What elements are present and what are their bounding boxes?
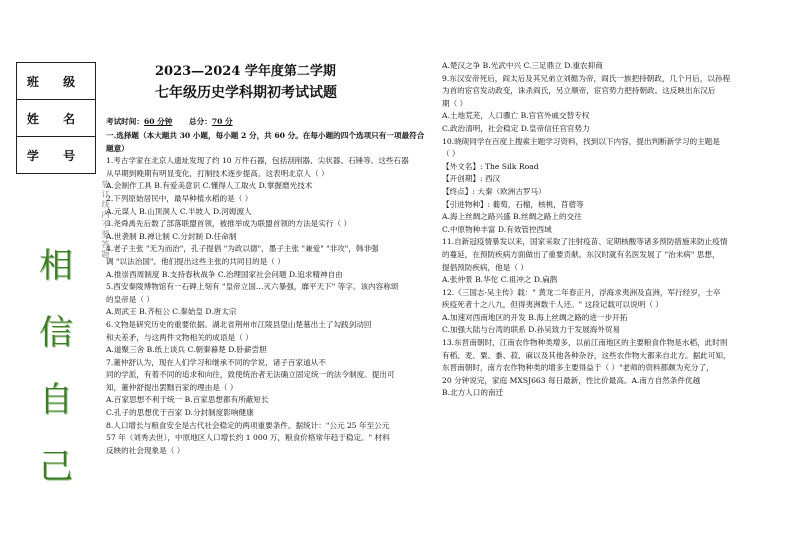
motto-char-3: 自 bbox=[39, 380, 73, 420]
right-question-column bbox=[442, 60, 782, 400]
question-text-line: 8.人口增长与粮食安全是古代社会稳定的两项重要条件。据统计："公元 25 年至公元 bbox=[106, 420, 390, 430]
question-text-line: 知，董仲舒提出罢黜百家的理由是（ ） bbox=[106, 382, 238, 392]
score-value: 70 分 bbox=[211, 117, 233, 126]
left-question-column bbox=[106, 130, 428, 457]
question-text-line: 4.老子主张 "无为而治"，孔子提倡 "为政以德"，墨子主张 "兼爱" "非攻"，韩非强 bbox=[106, 244, 379, 254]
question-text-line: 有稻、麦、粟、黍、菽、麻以及其他各种杂谷，这些农作物大都来自北方。据此可知， bbox=[442, 350, 731, 360]
question-text-line: 提倡预防疾病，他是（ ） bbox=[442, 262, 528, 272]
question-text-line: A.道聚三舍 B.纸上谈兵 C.朝秦暮楚 D.卧薪尝胆 bbox=[106, 345, 267, 355]
question-text-line: 调 "以法治国"。他们提出这些主张的共同目的是（ ） bbox=[106, 256, 285, 266]
question-text-line: C.中原物种丰富 D.有效管控西域 bbox=[442, 224, 552, 234]
exam-meta bbox=[106, 116, 247, 127]
question-text-line: 和夫差矛，与这两件文物相关的成语是（ ） bbox=[106, 332, 253, 342]
question-text-line: 疾疫死者十之八九，但得夷洲数千人还。" 这段记载可以说明（ ） bbox=[442, 300, 663, 310]
time-label: 考试时间： bbox=[106, 117, 144, 126]
question-text-line: 9.东汉安帝死后，阎太后及其兄弟立刘懿为帝，阎氏一族把持朝政，几个月后，以孙程 bbox=[442, 73, 731, 83]
question-text-line: C.孔子的思想优于百家 D.分封制度影响健康 bbox=[106, 408, 254, 418]
question-text-line: 【开创期】: 西汉 bbox=[442, 174, 501, 184]
exam-year-title: 2023—2024 学年度第二学期 bbox=[155, 64, 336, 79]
question-text-line: 13.东晋南朝时，江南农作物种类增多，以前江南地区的主要粮食作物是水稻，此时则 bbox=[442, 338, 728, 348]
question-text-line: 同的学派，有着不同的追求和向往，致使统治者无法确立固定统一的法令制度。提出可 bbox=[106, 370, 395, 380]
question-text-line: 57 年（刘秀去世），中原地区人口增长约 1 000 万，粮食价格常年趋于稳定。" 材料 bbox=[106, 433, 390, 443]
question-text-line: 5.西安秦陵博物馆有一石碑上刻有 "皇帝立国…灭六暴强，靡平天下" 等字。该内容称颂 bbox=[106, 282, 399, 292]
question-text-line: 为首的宦官发动政变，诛杀阎氏，另立顺帝，宦官势力把持朝政。这反映出东汉后 bbox=[442, 86, 716, 96]
question-text-line: 【引进物种】: 葡萄，石榴，核桃，苜蓿等 bbox=[442, 199, 584, 209]
question-text-line: 从早期到晚期有明显变化，打制技术逐步提高。这表明北京人（ ） bbox=[106, 168, 329, 178]
question-text-line: 6.文物是研究历史的重要依据。湖北省荆州市江陵县望山楚墓出土了勾践剑动回 bbox=[106, 319, 372, 329]
question-text-line: C.加强大陆与台湾的联系 D.孙吴致力于发展海外贸易 bbox=[442, 325, 621, 335]
question-text-line: A.张仲景 B.华佗 C.祖冲之 D.扁鹊 bbox=[442, 275, 558, 285]
question-text-line: 2.下列原始居民中，最早种植水稻的是（ ） bbox=[106, 193, 253, 203]
motto-char-2: 信 bbox=[39, 313, 73, 353]
question-text-line: （ ） bbox=[442, 149, 460, 159]
motto-char-1: 相 bbox=[39, 246, 73, 286]
question-text-line: A.元谋人 B.山顶洞人 C.半坡人 D.河姆渡人 bbox=[106, 206, 252, 216]
question-text-line: 12.《三国志·吴主传》载：" 黄龙二年春正月，浮海求夷洲及直洲，军行经岁，士卒 bbox=[442, 287, 721, 297]
question-text-line: 20 分钟说完，家庭 MXSJ663 每日最新，性比价最高。A.南方自然条件优越 bbox=[442, 375, 701, 385]
student-info-table bbox=[16, 62, 96, 174]
question-text-line: 10.晓砚同学在百度上搜索主题学习资料，找到以下内容，提出判断新学习的主题是 bbox=[442, 136, 720, 146]
time-value: 60 分钟 bbox=[143, 117, 173, 126]
question-text-line: B.北方人口的南迁 bbox=[442, 388, 504, 398]
score-label: 总分： bbox=[189, 117, 212, 126]
question-text-line: 【终点】: 大秦（欧洲古罗马） bbox=[442, 186, 546, 196]
question-text-line: C.政治清明，社会稳定 D.皇帝信任官官势力 bbox=[442, 123, 590, 133]
question-text-line: A.加速对西南地区的开发 B.海上丝绸之路的进一步开拓 bbox=[442, 312, 628, 322]
question-text-line: 东晋南朝时，南方农作物种类的增多主要得益于（ ）"老师的资料都颇为充分了， bbox=[442, 363, 714, 373]
class-field[interactable]: 班 级 bbox=[17, 63, 95, 100]
question-text-line: A.世袭制 B.禅让制 C.分封制 D.任命制 bbox=[106, 231, 237, 241]
question-text-line: A.周武王 B.齐桓公 C.秦始皇 D.唐太宗 bbox=[106, 307, 237, 317]
motto-char-4: 己 bbox=[39, 447, 73, 487]
exam-subject-title: 七年级历史学科期初考试试题 bbox=[155, 85, 337, 101]
name-field[interactable]: 姓 名 bbox=[17, 100, 95, 137]
question-text-line: A.百家思想不利于统一 B.百家思想都有所蔽短长 bbox=[106, 395, 269, 405]
question-text-line: A.推崇西周制度 B.支持春秋战争 C.治理国家社会问题 D.追求精神自由 bbox=[106, 269, 343, 279]
question-text-line: A.楚汉之争 B.光武中兴 C.三足鼎立 D.重农抑商 bbox=[442, 61, 603, 70]
student-id-field[interactable]: 学 号 bbox=[26, 148, 86, 163]
question-text-line: 3.尧舜禹先后数了部落联盟首领，被推举成为联盟首领的方法是实行（ ） bbox=[106, 219, 352, 229]
binding-line-text: 装订线内不要答题 bbox=[101, 180, 110, 260]
question-text-line: 期（ ） bbox=[442, 98, 468, 108]
question-text-line: 反映的社会现象是（ ） bbox=[106, 445, 185, 455]
question-text-line: A.海上丝绸之路兴盛 B.丝绸之路上的交往 bbox=[442, 212, 582, 222]
question-text-line: 1.考古学家在北京人遗址发现了约 10 万件石器，包括刮削器、尖状器、石锤等。这些石器 bbox=[106, 156, 409, 166]
question-text-line: 的皇帝是（ ） bbox=[106, 294, 154, 304]
question-text-line: 一.选择题（本大题共 30 小题，每小题 2 分，共 60 分。在每小题的四个选项只有一项最符合 bbox=[106, 131, 425, 140]
question-text-line: 题意） bbox=[106, 143, 129, 153]
question-text-line: 【外文名】: The Silk Road bbox=[442, 161, 539, 171]
question-text-line: 11.自新冠疫情暴发以来，国家采取了注射疫苗、定期核酸等诸多预防措施来防止疫情 bbox=[442, 237, 728, 247]
question-text-line: 7.董仲舒认为，现在人们学习和继承不同的学说，诸子百家道从不 bbox=[106, 357, 326, 367]
question-text-line: 的蔓延，在预防疾病方面做出了重要贡献。东汉时就有名医发展了 "治未病" 思想， bbox=[442, 249, 720, 259]
question-text-line: A.会制作工具 B.有爱美意识 C.懂得人工取火 D.掌握磨光技术 bbox=[106, 181, 313, 191]
question-text-line: A.土地荒芜，人口骤亡 B.官官外戚交替专权 bbox=[442, 111, 590, 121]
